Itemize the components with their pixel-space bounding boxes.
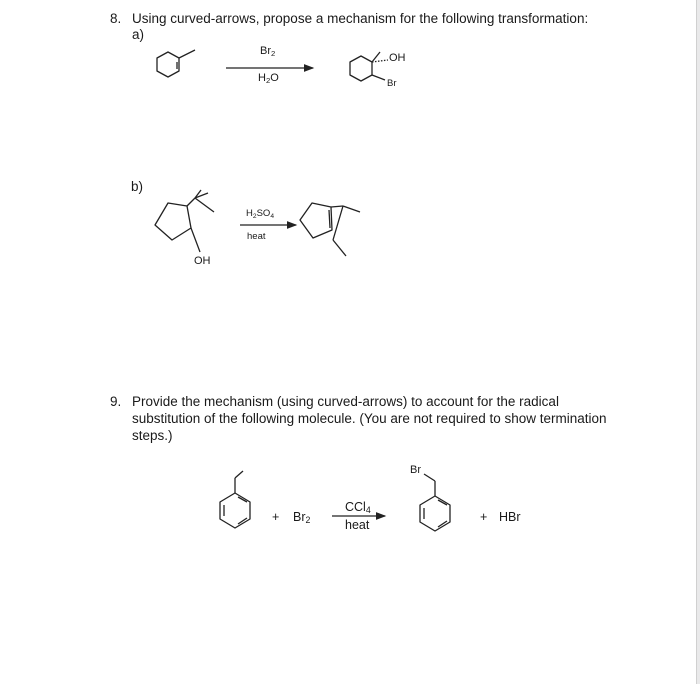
q9-line2: substitution of the following molecule. (You are not required to show termination: [132, 411, 607, 426]
q9-br2: $Br_2$: [293, 510, 311, 525]
q8a-product-br: Br: [387, 78, 397, 89]
q9-plus-2: +: [480, 510, 488, 524]
q9-plus-1: +: [272, 510, 280, 524]
q8b-product-structure: [300, 203, 360, 256]
q9-line1: Provide the mechanism (using curved-arrows) to account for the radical: [132, 394, 559, 409]
q8a-reactant-structure: [157, 50, 195, 77]
q9-reagent-bottom: heat: [345, 518, 370, 532]
q8a-product-oh: OH: [389, 52, 406, 64]
q8-text: Using curved-arrows, propose a mechanism for the following transformation:: [132, 11, 589, 26]
q8a-reagent-bottom: $H_2O$: [258, 72, 279, 85]
q8b-reactant-oh: OH: [194, 255, 211, 267]
q9-hbr: HBr: [499, 510, 521, 524]
q8b-reagent-bottom: heat: [247, 231, 266, 242]
q8-number: 8.: [110, 11, 122, 26]
q8b-reactant-structure: [155, 190, 214, 252]
q9-line3: steps.): [132, 428, 173, 443]
q9-number: 9.: [110, 394, 122, 409]
q8b-label: b): [131, 179, 144, 194]
q8a-label: a): [132, 27, 145, 42]
q9-reactant-structure: [220, 471, 250, 528]
q9-product-structure: [420, 474, 450, 531]
q8a-reagent-top: $Br_2$: [260, 45, 276, 58]
q8b-reagent-top: $H_2SO_4$: [246, 208, 275, 220]
q9-reagent-top: CCl$_4$: [345, 500, 371, 515]
q9-product-br: Br: [410, 464, 421, 476]
q8a-product-structure: [350, 52, 388, 81]
